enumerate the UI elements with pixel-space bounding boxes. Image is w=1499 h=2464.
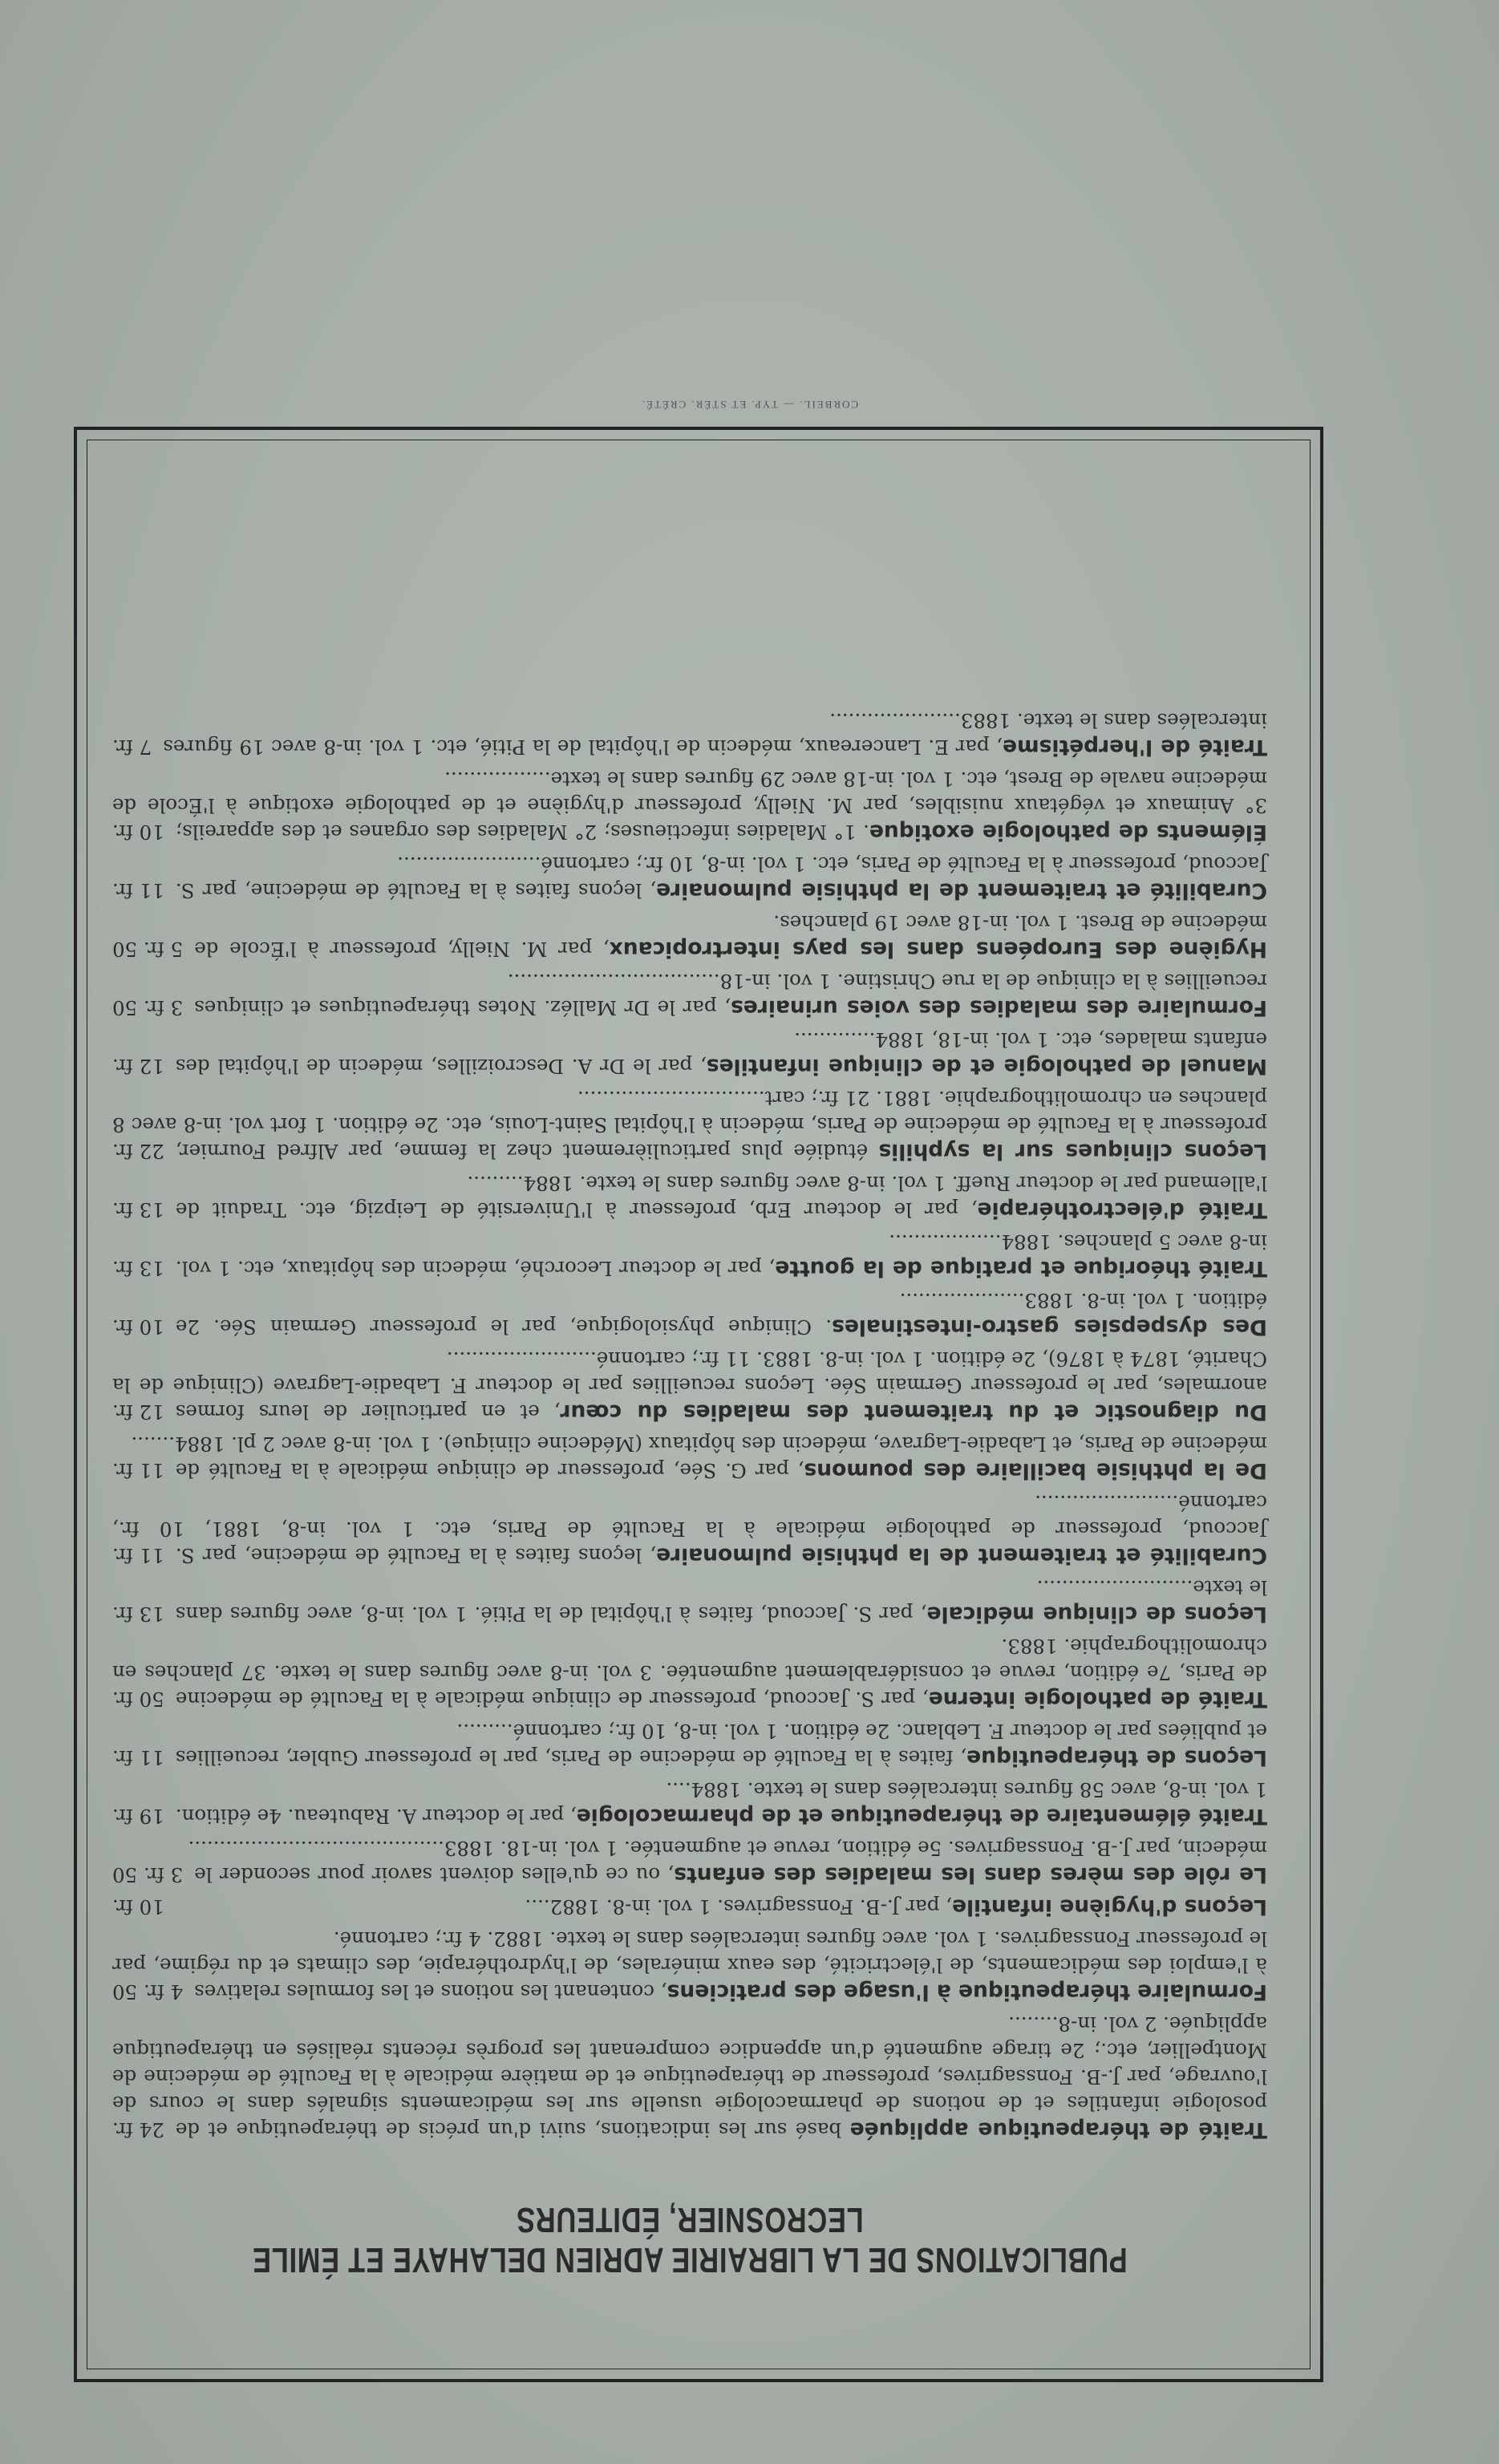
entry-title: Traité de pathologie interne [928, 1687, 1267, 1712]
entry [112, 1718, 1267, 1771]
entry-price: 13 fr. [112, 1198, 164, 1222]
entry-title: Leçons cliniques sur la syphilis [878, 1139, 1267, 1164]
publisher-header: PUBLICATIONS DE LA LIBRAIRIE ADRIEN DELAHAYE ET ÉMILE LECROSNIER, ÉDITEURS [252, 2200, 1128, 2280]
entry [112, 851, 1267, 904]
entry-price: 11 fr. [112, 1459, 164, 1482]
entry-price: 3 fr. 50 [112, 1863, 184, 1886]
entry-price: 24 fr. [112, 2118, 164, 2142]
entry [112, 1431, 1267, 1484]
entry-body: , par le Dr A. Descroizilles, médecin de l'hôpital des enfants malades, etc. 1 vol. in-18, 1884............. [175, 1028, 1267, 1078]
entry [112, 1287, 1267, 1340]
entry-title: Hygiène des Européens dans les pays intertropicaux [609, 937, 1267, 962]
entry-price: 11 fr. [112, 1544, 164, 1567]
entry [112, 1085, 1267, 1165]
entry-title: Curabilité et traitement de la phthisie pulmonaire [656, 878, 1267, 903]
rotated-content [112, 470, 1267, 2331]
entry-price: 5 fr. 50 [112, 938, 184, 961]
entry-price: 22 fr. [112, 1140, 164, 1163]
entry-body: , et en particulier de leurs formes anormales, par le professeur Germain Sée. Leçons recueillies par le docteur F. Labadie-Lagrave (Clinique de la Charité, 1874 à 1876), 2e édition. 1 vol. in-8. 1883. 11 fr.; cartonné........................ [112, 1348, 1267, 1424]
entry [112, 968, 1267, 1021]
entry-price: 10 fr. [112, 821, 164, 844]
entry-body: basé sur les indications, suivi d'un précis de thérapeutique et de posologie infantiles et de notions de pharmacologie usuelle sur les médicaments signalés dans le cours de l'ouvrage, par J.-B. Fonssagrives, professeur de thérapeutique et de matière médicale à la Faculté de médecine de Montpellier, etc.; 2e tirage augmenté d'un appendice comprenant les progrès récents réalisés en thérapeutique appliquée. 2 vol. in-8........ [112, 2012, 1267, 2142]
entry-price: 10 fr. [112, 1895, 164, 1919]
entry-title: Du diagnostic et du traitement des maladies du cœur [560, 1400, 1267, 1424]
entry-title: Traité de thérapeutique appliquée [849, 2118, 1267, 2142]
entry [112, 1894, 1267, 1920]
entry-body: , par G. Sée, professeur de clinique médicale à la Faculté de médecine de Paris, et Labadie-Lagrave, médecin des hôpitaux (Médecine clinique). 1 vol. in-8 avec 2 pl. 1884....... [131, 1433, 1267, 1482]
entry-body: , leçons faites à la Faculté de médecine, par S. Jaccoud, professeur à la Faculté de Paris, etc. 1 vol. in-8, 10 fr.; cartonné....................... [175, 853, 1267, 902]
entry [112, 1574, 1267, 1627]
entry-price: 3 fr. 50 [112, 996, 184, 1019]
entry-body: , par M. Nielly, professeur à l'École de médecine de Brest. 1 vol. in-18 avec 19 planches. [194, 911, 1267, 961]
entry [112, 1229, 1267, 1282]
entry-price: 12 fr. [112, 1400, 164, 1424]
entry-price: 7 fr. [112, 736, 152, 759]
entry-title: Traité élémentaire de thérapeutique et de pharmacologie [576, 1804, 1267, 1829]
entries-list [112, 707, 1267, 2143]
entry-body: , contenant les notions et les formules relatives à l'emploi des médicaments, de l'électricité, des eaux minérales, de l'hydrothérapie, des climats et du régime, par le professeur Fonssagrives. 1 vol. avec figures intercalées dans le texte. 1882. 4 fr.; cartonné. [112, 1927, 1267, 2004]
entry-price: 19 fr. [112, 1805, 164, 1828]
entry-body: , par le Dr Malléz. Notes thérapeutiques et cliniques recueillies à la clinique de la rue Christine. 1 vol. in-18.................................. [194, 970, 1267, 1019]
entry-title: Leçons de clinique médicale [926, 1602, 1267, 1627]
entry-price: 11 fr. [112, 1746, 164, 1769]
border-frame [74, 427, 1323, 2382]
entry-title: Traité d'électrothérapie [977, 1198, 1267, 1222]
entry-price: 12 fr. [112, 1055, 164, 1078]
entry [112, 1926, 1267, 2005]
entry-title: Curabilité et traitement de la phthisie pulmonaire [656, 1543, 1267, 1568]
entry-price: 10 fr. [112, 1315, 164, 1339]
printer-imprint: CORBEIL. — TYP. ET STÉR. CRÉTÉ. [640, 399, 859, 411]
entry [112, 1489, 1267, 1569]
entry-title: Leçons de thérapeutique [966, 1745, 1267, 1770]
entry [112, 1346, 1267, 1425]
entry [112, 2011, 1267, 2143]
entry-body: , par S. Jaccoud, faites à l'hôpital de la Pitié. 1 vol. in-8, avec figures dans le texte......................... [175, 1576, 1267, 1626]
entry-body: étudiée plus particulièrement chez la femme, par Alfred Fournier, professeur à la Faculté de médecine de Paris, médecin à l'hôpital Saint-Louis, etc. 2e édition. 1 fort vol. in-8 avec 8 planches en chromolithographie. 1881. 21 fr.; cart.............................. [112, 1087, 1267, 1163]
entry-body: . Clinique physiologique, par le professeur Germain Sée. 2e édition. 1 vol. in-8. 1883.................... [175, 1289, 1267, 1339]
entry-title: Des dyspepsies gastro-intestinales [832, 1315, 1267, 1339]
entry [112, 1170, 1267, 1223]
entry [112, 1027, 1267, 1080]
entry-title: Le rôle des mères dans les maladies des enfants [674, 1862, 1267, 1887]
entry-body: , leçons faites à la Faculté de médecine, par S. Jaccoud, professeur de pathologie médicale à la Faculté de Paris, etc. 1 vol. in-8, 1881, 10 fr., cartonné....................... [112, 1491, 1267, 1567]
entry-title: Formulaire des maladies des voies urinaires [731, 995, 1267, 1020]
entry-title: Traité théorique et pratique de la goutte [775, 1256, 1267, 1281]
entry-title: Traité de l'herpétisme [1003, 735, 1267, 760]
entry-title: Leçons d'hygiène infantile [952, 1895, 1267, 1919]
entry [112, 707, 1267, 760]
entry-price: 13 fr. [112, 1603, 164, 1626]
entry-body: . 1° Maladies infectieuses; 2° Maladies des organes et des appareils; 3° Animaux et végétaux nuisibles, par M. Nielly, professeur d'hygiène et de pathologie exotique à l'École de médecine navale de Brest, etc. 1 vol. in-18 avec 29 figures dans le texte................. [112, 768, 1267, 844]
entry-body: , par le docteur Lecorché, médecin des hôpitaux, etc. 1 vol. in-8 avec 5 planches. 1884.................. [175, 1230, 1267, 1280]
entry-price: 50 fr. [112, 1688, 164, 1711]
entry [112, 766, 1267, 845]
entry-price: 13 fr. [112, 1257, 164, 1280]
entry-title: Formulaire thérapeutique à l'usage des praticiens [666, 1980, 1267, 2004]
entry-title: Éléments de pathologie exotique [869, 820, 1267, 845]
entry-body: , par E. Lancereaux, médecin de l'hôpital de la Pitié, etc. 1 vol. in-8 avec 19 figures intercalées dans le texte. 1883..................... [163, 709, 1267, 759]
entry-title: De la phthisie bacillaire des poumons [804, 1458, 1267, 1483]
entry [112, 910, 1267, 962]
entry-body: , ou ce qu'elles doivent savoir pour seconder le médecin, par J.-B. Fonssagrives. 5e édition, revue et augmentée. 1 vol. in-18. 1883......................................... [188, 1837, 1267, 1886]
entry [112, 1777, 1267, 1830]
entry-price: 4 fr. 50 [112, 1980, 184, 2004]
entry [112, 1835, 1267, 1888]
entry [112, 1633, 1267, 1712]
entry-body: , par S. Jaccoud, professeur de clinique médicale à la Faculté de médecine de Paris, 7e édition, revue et considérablement augmentée. 3 vol. in-8 avec figures dans le texte. 37 planches en chromolithographie. 1883. [112, 1635, 1267, 1711]
entry-body: , par le docteur Erb, professeur à l'Université de Leipzig, etc. Traduit de l'allemand par le docteur Rueff. 1 vol. in-8 avec figures dans le texte. 1884......... [175, 1172, 1267, 1222]
entry-title: Manuel de pathologie et de clinique infantiles [706, 1054, 1267, 1079]
entry-body: , par le docteur A. Rabuteau. 4e édition. 1 vol. in-8, avec 58 figures intercalées dans le texte. 1884.... [175, 1778, 1267, 1828]
entry-price: 11 fr. [112, 879, 164, 902]
entry-body: , faites à la Faculté de médecine de Paris, par le professeur Gubler, recueillies et publiées par le docteur F. Leblanc. 2e édition. 1 vol. in-8, 10 fr.; cartonné......... [175, 1720, 1267, 1769]
entry-body: , par J.-B. Fonssagrives. 1 vol. in-8. 1882.... [525, 1895, 953, 1919]
